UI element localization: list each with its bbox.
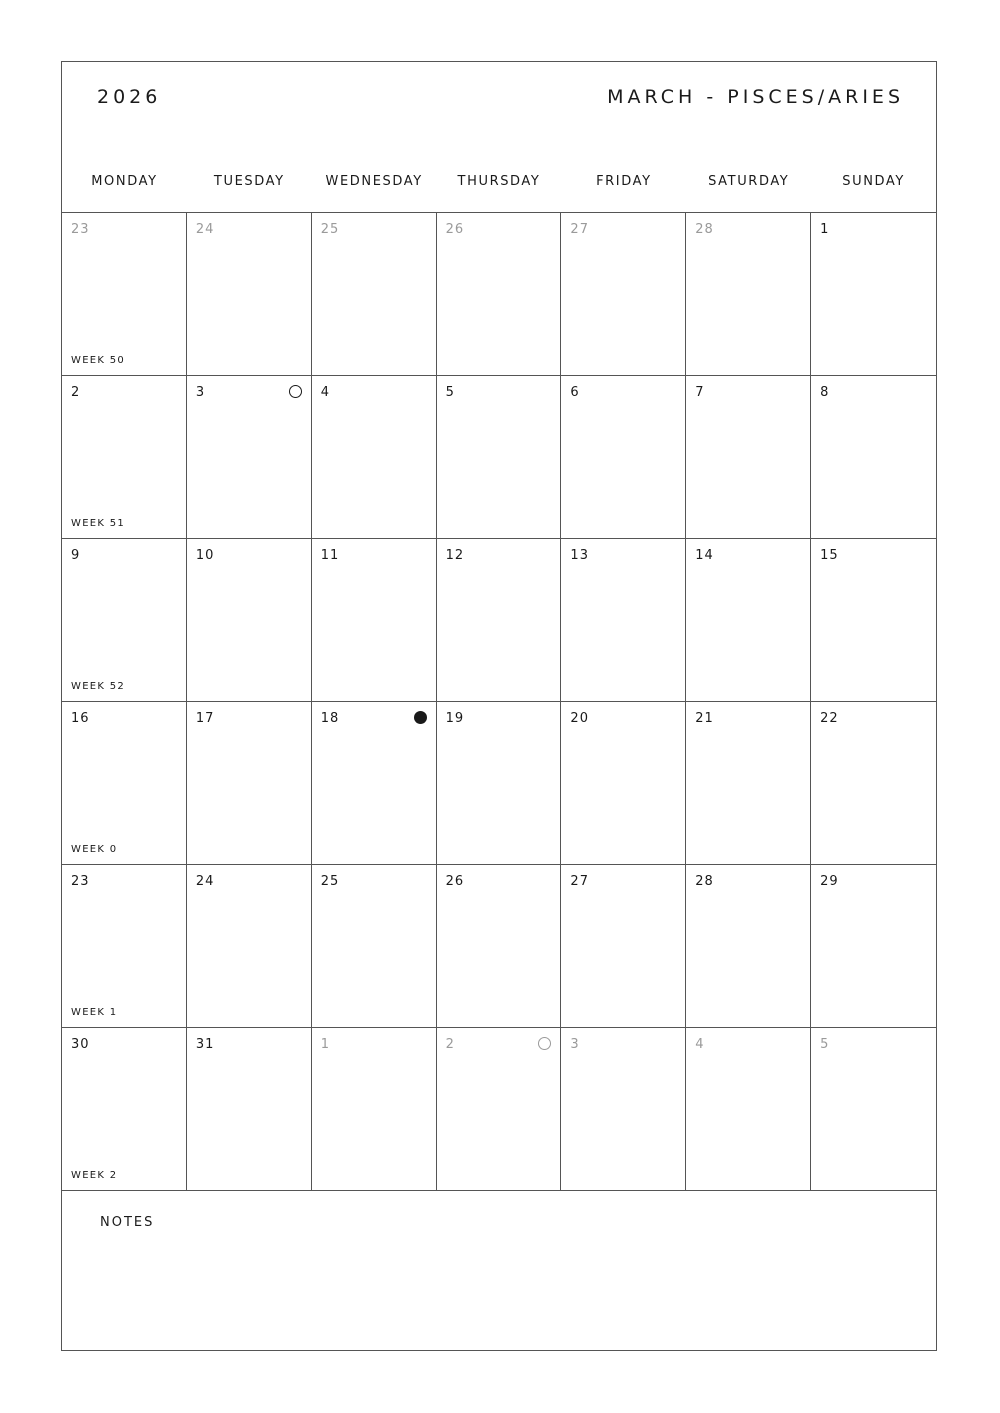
day-cell[interactable] [187, 1028, 312, 1191]
weekday-wednesday: WEDNESDAY [325, 174, 423, 189]
day-number: 12 [445, 548, 465, 563]
day-cell[interactable] [62, 865, 187, 1028]
day-cell[interactable] [437, 376, 562, 539]
year-title: 2026 [97, 86, 162, 108]
week-label: WEEK 2 [71, 1170, 118, 1181]
day-number: 23 [71, 874, 90, 889]
day-number: 1 [820, 222, 830, 237]
day-cell[interactable] [187, 539, 312, 702]
day-cell[interactable] [187, 865, 312, 1028]
weekday-tuesday: TUESDAY [213, 174, 285, 189]
day-cell[interactable] [312, 1028, 437, 1191]
day-number: 2 [445, 1037, 455, 1052]
day-cell[interactable] [686, 539, 811, 702]
day-cell[interactable] [312, 865, 437, 1028]
calendar-sheet [61, 61, 937, 1351]
day-number: 27 [570, 874, 589, 889]
weekday-saturday: SATURDAY [708, 174, 790, 189]
day-cell[interactable] [187, 213, 312, 376]
day-number: 27 [570, 222, 589, 237]
day-cell[interactable] [312, 539, 437, 702]
day-number: 25 [320, 222, 340, 237]
day-number: 10 [195, 548, 215, 563]
day-cell[interactable] [686, 1028, 811, 1191]
day-number: 17 [195, 711, 215, 726]
day-cell[interactable] [312, 702, 437, 865]
day-number: 18 [320, 711, 340, 726]
day-cell[interactable] [437, 702, 562, 865]
day-cell[interactable] [187, 702, 312, 865]
day-number: 26 [445, 222, 465, 237]
day-number: 19 [445, 711, 465, 726]
week-label: WEEK 1 [71, 1007, 118, 1018]
day-cell[interactable] [437, 865, 562, 1028]
week-label: WEEK 52 [71, 681, 126, 692]
day-cell[interactable] [561, 1028, 686, 1191]
day-cell[interactable] [437, 1028, 562, 1191]
day-cell[interactable] [811, 376, 936, 539]
day-number: 21 [695, 711, 714, 726]
day-cell[interactable] [811, 213, 936, 376]
day-number: 28 [695, 222, 714, 237]
day-cell[interactable] [686, 213, 811, 376]
day-cell[interactable] [811, 865, 936, 1028]
day-number: 15 [820, 548, 839, 563]
day-cell[interactable] [62, 213, 187, 376]
day-cell[interactable] [312, 376, 437, 539]
day-cell[interactable] [561, 539, 686, 702]
day-number: 20 [570, 711, 589, 726]
day-cell[interactable] [686, 702, 811, 865]
day-number: 7 [695, 385, 705, 400]
weekday-friday: FRIDAY [596, 174, 652, 189]
day-cell[interactable] [686, 865, 811, 1028]
day-number: 6 [570, 385, 580, 400]
day-number: 11 [320, 548, 340, 563]
day-number: 23 [71, 222, 90, 237]
weekday-header-row [62, 174, 936, 194]
day-cell[interactable] [811, 702, 936, 865]
day-cell[interactable] [561, 702, 686, 865]
day-number: 24 [195, 222, 215, 237]
day-number: 1 [320, 1037, 330, 1052]
weekday-thursday: THURSDAY [457, 174, 541, 189]
weekday-monday: MONDAY [91, 174, 158, 189]
day-cell[interactable] [437, 539, 562, 702]
day-number: 30 [71, 1037, 90, 1052]
day-number: 16 [71, 711, 90, 726]
day-cell[interactable] [62, 539, 187, 702]
full-moon-icon [538, 1037, 551, 1050]
week-label: WEEK 51 [71, 518, 126, 529]
day-cell[interactable] [561, 376, 686, 539]
day-number: 24 [195, 874, 215, 889]
calendar-grid [62, 212, 936, 1191]
new-moon-icon [414, 711, 427, 724]
day-number: 5 [445, 385, 455, 400]
day-number: 3 [570, 1037, 580, 1052]
day-number: 13 [570, 548, 589, 563]
day-number: 31 [195, 1037, 215, 1052]
day-cell[interactable] [811, 539, 936, 702]
day-cell[interactable] [62, 702, 187, 865]
month-title: MARCH - PISCES/ARIES [607, 86, 904, 108]
day-cell[interactable] [62, 376, 187, 539]
full-moon-icon [289, 385, 302, 398]
day-cell[interactable] [437, 213, 562, 376]
day-number: 25 [320, 874, 340, 889]
day-number: 26 [445, 874, 465, 889]
day-cell[interactable] [686, 376, 811, 539]
day-number: 14 [695, 548, 714, 563]
day-number: 22 [820, 711, 839, 726]
day-number: 3 [195, 385, 206, 400]
week-label: WEEK 0 [71, 844, 118, 855]
notes-label: NOTES [100, 1215, 155, 1230]
day-number: 4 [320, 385, 330, 400]
day-cell[interactable] [187, 376, 312, 539]
day-number: 9 [71, 548, 81, 563]
day-cell[interactable] [62, 1028, 187, 1191]
day-number: 4 [695, 1037, 705, 1052]
day-cell[interactable] [312, 213, 437, 376]
day-number: 29 [820, 874, 839, 889]
day-number: 8 [820, 385, 830, 400]
day-number: 5 [820, 1037, 830, 1052]
day-cell[interactable] [811, 1028, 936, 1191]
day-number: 28 [695, 874, 714, 889]
day-number: 2 [71, 385, 81, 400]
week-label: WEEK 50 [71, 355, 126, 366]
day-cell[interactable] [561, 865, 686, 1028]
day-cell[interactable] [561, 213, 686, 376]
weekday-sunday: SUNDAY [842, 174, 905, 189]
